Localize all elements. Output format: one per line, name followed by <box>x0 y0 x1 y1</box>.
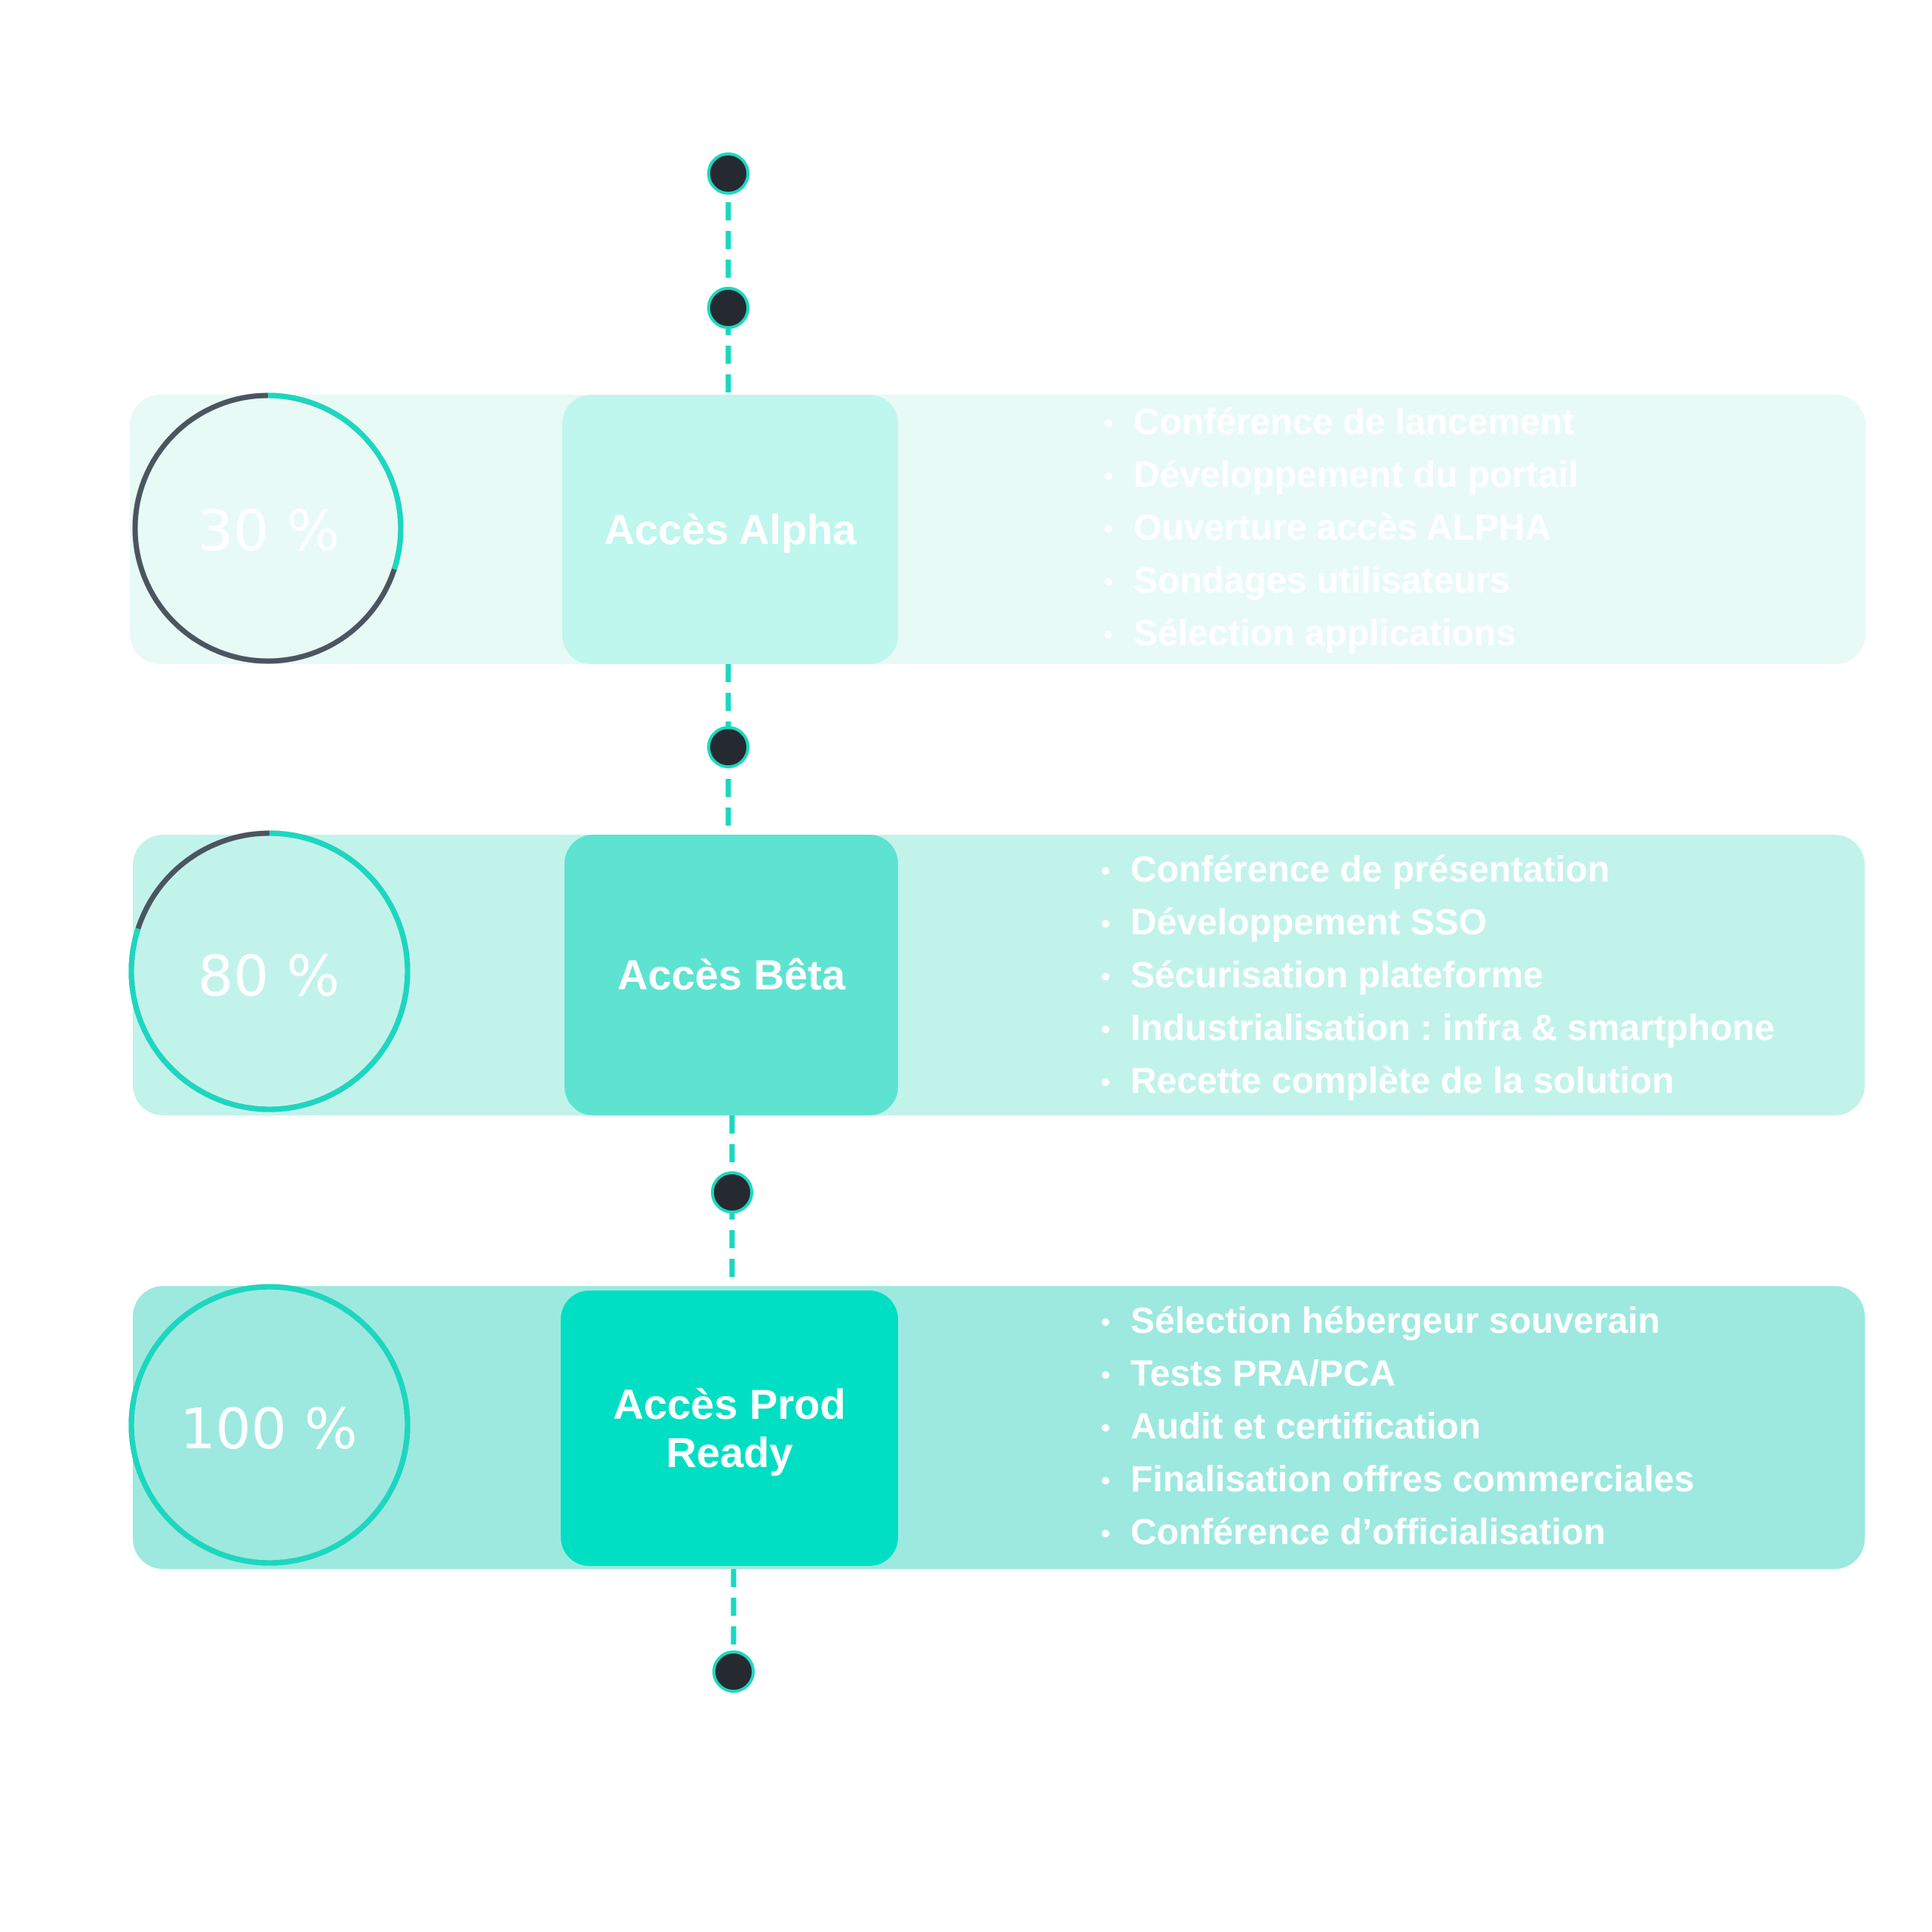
task-item: Sélection applications <box>1103 608 1578 660</box>
task-item: Développement du portail <box>1103 449 1578 502</box>
task-item: Sélection hébergeur souverain <box>1100 1295 1694 1348</box>
task-item: Industrialisation : infra & smartphone <box>1100 1002 1774 1055</box>
percent-label: 30 % <box>198 499 340 564</box>
percent-label: 80 % <box>198 944 340 1009</box>
task-item: Audit et certification <box>1100 1401 1694 1454</box>
task-item: Finalisation offres commerciales <box>1100 1454 1694 1506</box>
phase-box-alpha <box>562 395 898 664</box>
task-list-alpha <box>1103 396 1578 660</box>
task-list-prod-ready <box>1100 1295 1694 1559</box>
phase-title: Accès Alpha <box>604 505 857 553</box>
phase-box-prod-ready <box>561 1291 898 1566</box>
task-item: Conférence de lancement <box>1103 396 1578 449</box>
phase-title: Accès Bêta <box>617 951 845 998</box>
task-item: Conférence de présentation <box>1100 844 1774 897</box>
task-item: Développement SSO <box>1100 897 1774 949</box>
task-item: Tests PRA/PCA <box>1100 1348 1694 1401</box>
phase-box-beta <box>565 835 898 1115</box>
task-item: Ouverture accès ALPHA <box>1103 502 1578 555</box>
task-list-beta <box>1100 844 1774 1108</box>
task-item: Recette complète de la solution <box>1100 1055 1774 1108</box>
task-item: Sécurisation plateforme <box>1100 949 1774 1002</box>
phase-title: Accès Prod Ready <box>613 1380 846 1476</box>
task-item: Conférence d’officialisation <box>1100 1506 1694 1559</box>
percent-label: 100 % <box>180 1397 358 1462</box>
task-item: Sondages utilisateurs <box>1103 555 1578 608</box>
